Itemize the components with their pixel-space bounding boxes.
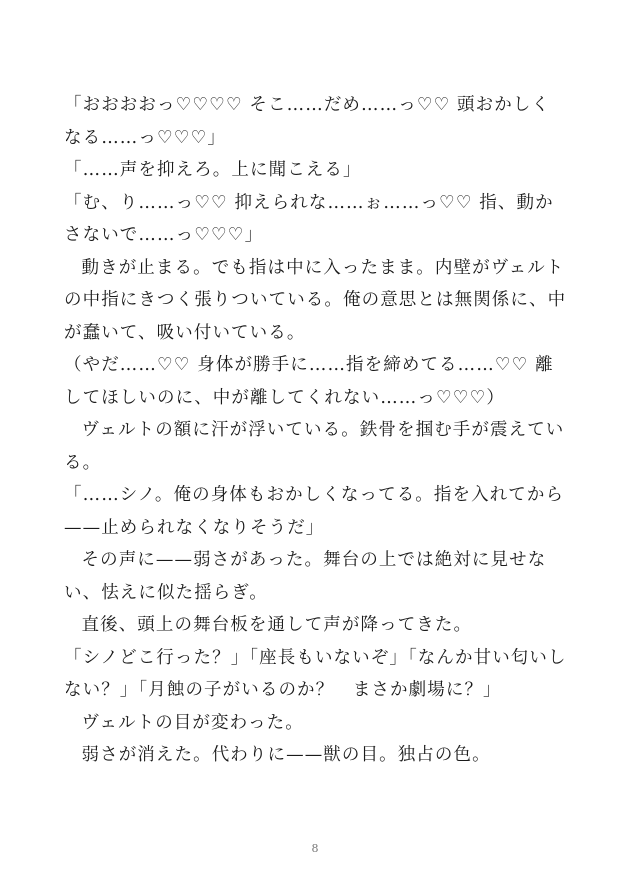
paragraph-12: 弱さが消えた。代わりに——獣の目。独占の色。 bbox=[81, 745, 491, 765]
paragraph-8: その声に——弱さがあった。舞台の上では絶対に見せない、怯えに似た揺らぎ。 bbox=[64, 550, 547, 603]
page-number: 8 bbox=[311, 842, 319, 855]
paragraph-6: ヴェルトの額に汗が浮いている。鉄骨を掴む手が震えている。 bbox=[64, 420, 565, 473]
paragraph-2: 「……声を抑えろ。上に聞こえる」 bbox=[64, 160, 362, 180]
body-text bbox=[64, 89, 568, 772]
paragraph-7: 「……シノ。俺の身体もおかしくなってる。指を入れてから——止められなくなりそうだ」 bbox=[64, 485, 565, 538]
paragraph-3: 「む、り……っ♡♡ 抑えられな……ぉ……っ♡♡ 指、動かさないで……っ♡♡♡」 bbox=[64, 192, 554, 245]
paragraph-1: 「おおおおっ♡♡♡♡ そこ……だめ……っ♡♡ 頭おかしくなる……っ♡♡♡」 bbox=[64, 95, 551, 148]
paragraph-11: ヴェルトの目が変わった。 bbox=[81, 712, 304, 733]
paragraph-10: 「シノどこ行った？」「座長もいないぞ」「なんか甘い匂いしない？」「月蝕の子がいるのか？ まさか劇場に？」 bbox=[64, 647, 567, 700]
paragraph-5: （やだ……♡♡ 身体が勝手に……指を締めてる……♡♡ 離してほしいのに、中が離してくれない……っ♡♡♡） bbox=[64, 355, 554, 408]
paragraph-9: 直後、頭上の舞台板を通して声が降ってきた。 bbox=[81, 615, 473, 635]
paragraph-4: 動きが止まる。でも指は中に入ったまま。内壁がヴェルトの中指にきつく張りついている。俺の意思とは無関係に、中が蠢いて、吸い付いている。 bbox=[64, 257, 567, 343]
